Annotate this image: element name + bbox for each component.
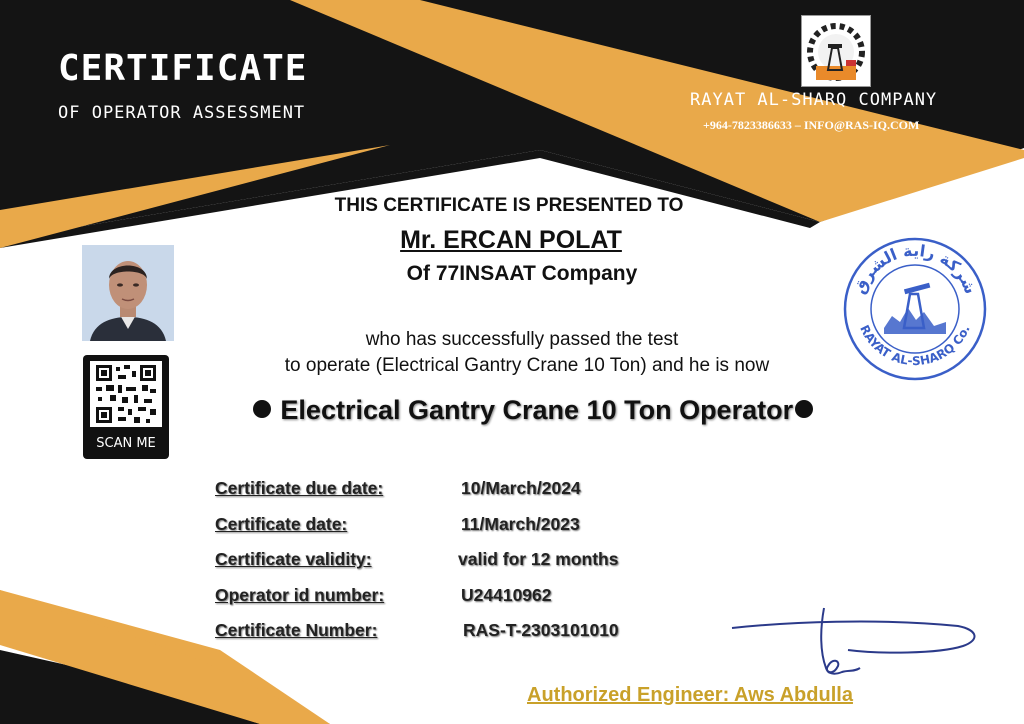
company-logo-icon (801, 15, 871, 87)
validity-value: valid for 12 months (458, 549, 619, 569)
qr-scan-label: SCAN ME (96, 436, 156, 451)
description-line-1-text: who has successfully passed the test (365, 329, 679, 350)
description-line-2-text: to operate (Electrical Gantry Crane 10 Ton) and he is now (284, 355, 770, 376)
due-date-label: Certificate due date: (215, 478, 384, 498)
recipient-name-text: Mr. ERCAN POLAT (400, 226, 622, 254)
validity-label: Certificate validity: (215, 549, 372, 569)
certificate-number-label: Certificate Number: (215, 620, 378, 640)
company-name: RAYAT AL-SHARQ COMPANY (690, 90, 938, 110)
presented-text: THIS CERTIFICATE IS PRESENTED TO (334, 195, 684, 216)
recipient-company-text: Of 77INSAAT Company (406, 262, 638, 285)
stamp-top-text: شركة راية الشرق (849, 240, 981, 297)
operator-id-value: U24410962 (461, 584, 552, 605)
certificate-subtitle: OF OPERATOR ASSESSMENT (58, 103, 306, 123)
operator-role (0, 395, 1024, 426)
operator-id-label: Operator id number: (215, 584, 385, 605)
operator-role-text: Electrical Gantry Crane 10 Ton Operator (280, 395, 794, 425)
bullet-left-icon (253, 400, 271, 418)
bullet-right-icon (795, 400, 813, 418)
stamp-bottom-text: RAYAT AL-SHARQ Co. (857, 322, 973, 369)
presented-heading (0, 195, 1024, 217)
signature-icon (728, 600, 988, 680)
certificate-date-value: 11/March/2023 (461, 513, 580, 534)
certificate-date-label: Certificate date: (215, 513, 348, 534)
company-contact: +964-7823386633 – INFO@RAS-IQ.COM (703, 118, 920, 132)
operator-photo (82, 245, 174, 341)
authorized-engineer: Authorized Engineer: Aws Abdulla (527, 684, 853, 706)
due-date-value: 10/March/2024 (461, 478, 581, 498)
certificate-title: CERTIFICATE (58, 48, 308, 89)
stamp-seal-icon (842, 236, 988, 382)
certificate-number-value: RAS-T-2303101010 (463, 620, 619, 640)
